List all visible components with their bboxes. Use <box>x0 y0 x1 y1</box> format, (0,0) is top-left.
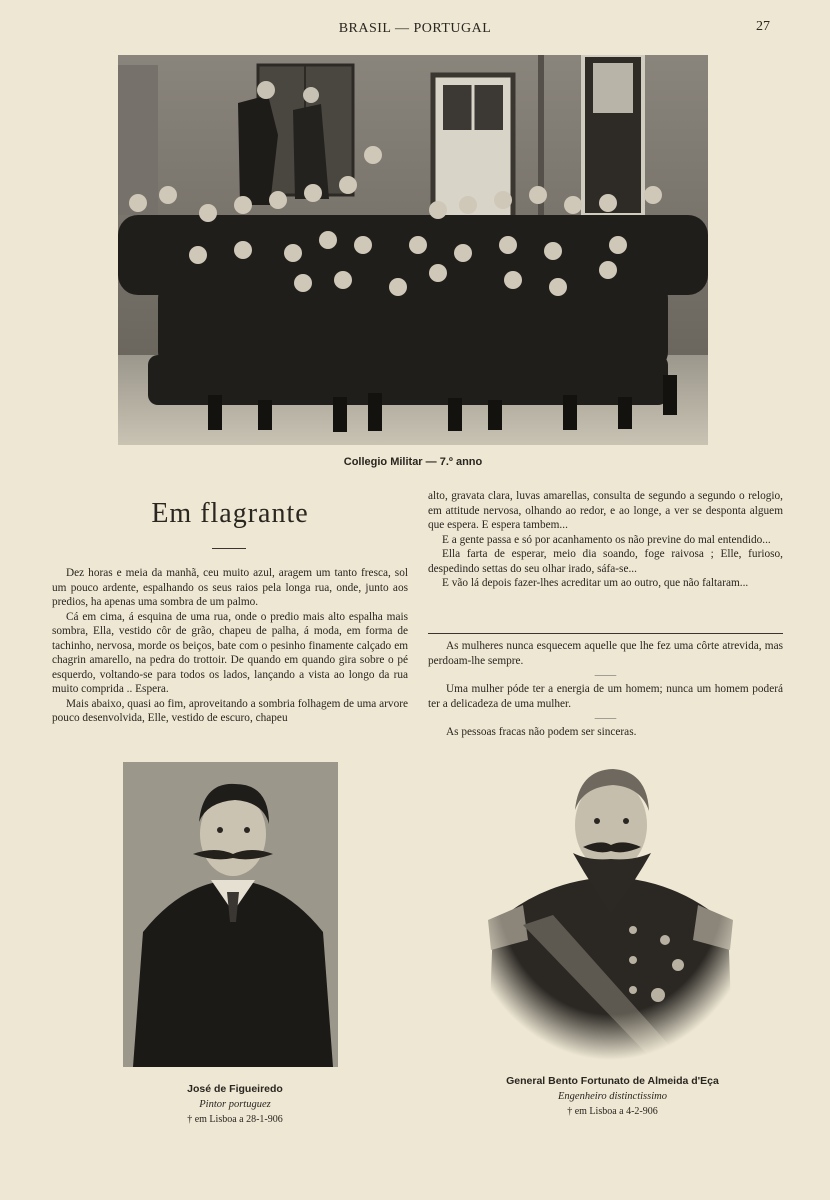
portrait-general-almeida-deca <box>483 755 738 1060</box>
paragraph: Cá em cima, á esquina de uma rua, onde o predio mais alto espalha mais sombra, Ella, vestido côr de grão, chapeu de palha, á moda, em forma de tachinho, nervosa, morde os beiços, bate com o pesinho finamente calçado em chagrin amarello, na pedra do trottoir. De quando em quando gira sobre o pé esquerdo, voltando-se para todos os lados, lançando a vista ao longo da rua muito comprida .. Espera. <box>52 610 408 695</box>
portrait-jose-de-figueiredo <box>123 762 338 1067</box>
maxim: As mulheres nunca esquecem aquelle que lhe fez uma côrte atrevida, mas perdoam-lhe sempre. <box>428 640 783 667</box>
portrait-name: José de Figueiredo <box>187 1083 283 1095</box>
portrait-death-date: † em Lisboa a 4-2-906 <box>567 1106 658 1117</box>
paragraph: E a gente passa e só por acanhamento os não previne do mal entendido... <box>442 533 771 546</box>
portrait-role: Engenheiro distinctissimo <box>558 1091 667 1102</box>
portrait-name: General Bento Fortunato de Almeida d'Eça <box>506 1075 719 1087</box>
article-title: Em flagrante <box>151 498 309 529</box>
paragraph: E vão lá depois fazer-lhes acreditar um ao outro, que não faltaram... <box>442 577 749 589</box>
title-divider <box>212 548 246 549</box>
group-photograph <box>118 55 708 445</box>
running-title: BRASIL — PORTUGAL <box>338 21 492 36</box>
article-column-right <box>428 489 783 591</box>
portrait-caption-right <box>470 1074 755 1119</box>
portrait-role: Pintor portuguez <box>199 1099 271 1110</box>
maxim: Uma mulher póde ter a energia de um homem; nunca um homem poderá ter a delicadeza de uma mulher. <box>428 683 783 710</box>
portrait-caption-left <box>120 1082 350 1127</box>
paragraph: Mais abaixo, quasi ao fim, aproveitando a sombria folhagem de uma arvore pouco desenvolvida, Elle, vestido de escuro, chapeu <box>52 697 408 724</box>
paragraph: Dez horas e meia da manhã, ceu muito azul, aragem um tanto fresca, sol um pouco ardente, espalhando os seus raios pela longa rua, onde, junto aos predios, ha apenas uma sombra de um palmo. <box>52 567 408 608</box>
page-number: 27 <box>756 19 770 34</box>
section-divider <box>428 633 783 634</box>
maxim: As pessoas fracas não podem ser sinceras. <box>446 726 637 738</box>
ornament: ⸻ <box>594 713 617 723</box>
maxims-section <box>428 633 783 740</box>
paragraph: alto, gravata clara, luvas amarellas, consulta de segundo a segundo o relogio, em attitude nervosa, olhando ao redor, e ao longe, a ver se desponta alguem que espera. E espera tambem... <box>428 490 783 531</box>
portrait-death-date: † em Lisboa a 28-1-906 <box>187 1114 283 1125</box>
ornament: ⸻ <box>594 670 617 680</box>
paragraph: Ella farta de esperar, meio dia soando, foge raivosa ; Elle, furioso, despedindo settas do seu olhar irado, sáfa-se... <box>428 548 783 575</box>
group-photo-caption: Collegio Militar — 7.º anno <box>343 456 483 468</box>
article-column-left <box>52 566 408 726</box>
